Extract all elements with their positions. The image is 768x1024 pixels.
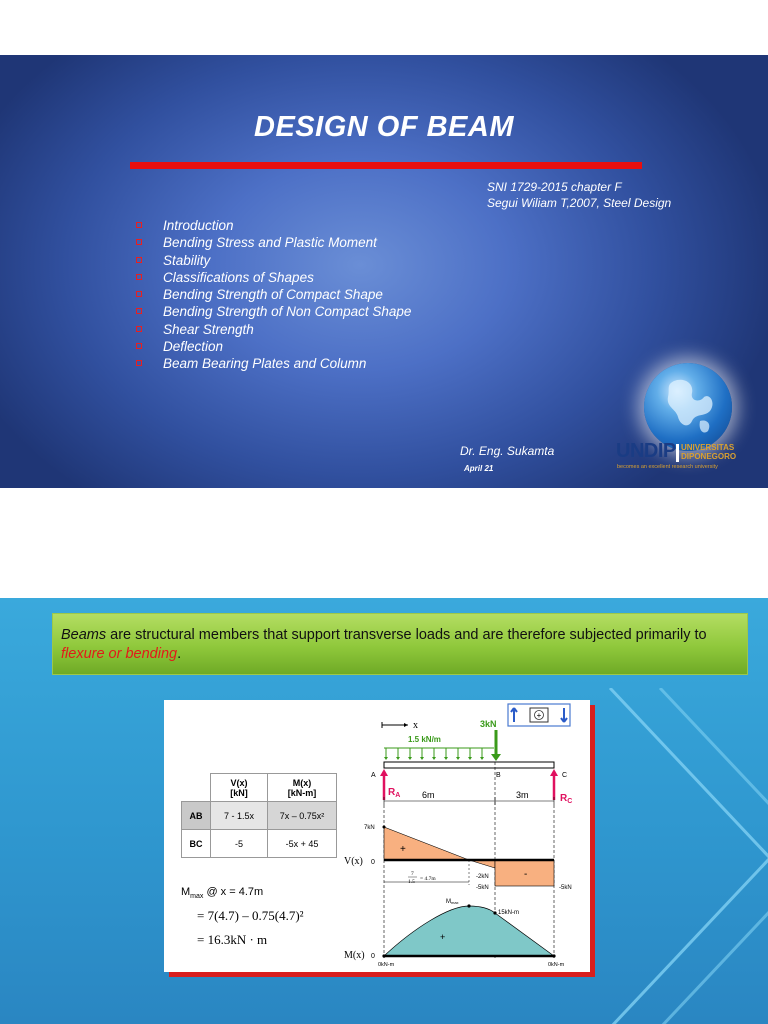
mmax-equation: = 7(4.7) – 0.75(4.7)² (197, 908, 304, 923)
fraction-denominator: 1.5 (408, 879, 415, 885)
shear-minus5kn-right-label: -5kN (559, 885, 572, 891)
topic-item: Classifications of Shapes (136, 269, 411, 286)
title-slide (0, 55, 768, 488)
point-load-label: 3kN (480, 719, 497, 729)
distributed-load-arrows (386, 748, 482, 758)
reference-1: SNI 1729-2015 chapter F (487, 180, 622, 194)
square-bullet-icon (136, 343, 142, 349)
definition-text: are structural members that support transverse loads and are therefore subjected primarily to (106, 627, 707, 643)
shear-zero-label: 0 (371, 859, 375, 866)
distributed-load-label: 1.5 kN/m (408, 735, 441, 744)
topic-list (136, 217, 411, 373)
square-bullet-icon (136, 360, 142, 366)
topic-item: Shear Strength (136, 321, 411, 338)
reference-2: Segui Wiliam T,2007, Steel Design (487, 196, 672, 210)
moment-0knm-left-label: 0kN-m (378, 962, 395, 968)
table-header-row (182, 774, 337, 802)
logo-divider (676, 444, 679, 462)
header-vx: V(x) [kN] (211, 774, 268, 802)
topic-item: Bending Stress and Plastic Moment (136, 234, 411, 251)
topic-item: Deflection (136, 338, 411, 355)
table-row: BC -5 -5x + 45 (182, 830, 337, 858)
table-row: AB 7 - 1.5x 7x – 0.75x² (182, 802, 337, 830)
square-bullet-icon (136, 308, 142, 314)
definition-box: Beams are structural members that support transverse loads and are therefore subjected primarily to flexure or bending. (52, 613, 748, 675)
moment-region (384, 906, 554, 956)
beam (384, 762, 554, 768)
shear-positive-region (384, 827, 469, 860)
shear-minus5kn-label: -5kN (476, 885, 489, 891)
undip-logo-text: UNDIP (616, 440, 676, 462)
point-a-label: A (371, 772, 376, 779)
span-2-label: 3m (516, 790, 529, 800)
logo-university-name: UNIVERSITAS DIPONEGORO (681, 443, 737, 461)
shear-plus-sign: + (400, 844, 406, 855)
slide-title: DESIGN OF BEAM (254, 111, 514, 143)
topic-item: Bending Strength of Non Compact Shape (136, 303, 411, 320)
moment-15knm-label: 15kN-m (498, 910, 520, 916)
highlight-flexure: flexure or bending (61, 645, 178, 662)
logo-tagline: becomes an excellent research university (617, 464, 718, 470)
x-axis-label: x (413, 720, 418, 731)
beam-diagram-figure (164, 700, 590, 972)
author-name: Dr. Eng. Sukamta (460, 444, 555, 458)
reaction-a-label: $R_A$ (388, 787, 401, 799)
moment-max-label: Mmax (446, 899, 459, 905)
span-1-label: 6m (422, 790, 435, 800)
header-mx: M(x) [kN-m] (268, 774, 337, 802)
shear-minus-sign: - (524, 869, 528, 880)
topic-item: Bending Strength of Compact Shape (136, 286, 411, 303)
slide-date: April 21 (464, 464, 494, 473)
square-bullet-icon (136, 326, 142, 332)
mmax-result: = 16.3kN · m (197, 932, 268, 947)
square-bullet-icon (136, 257, 142, 263)
term-beams: Beams (61, 627, 107, 643)
globe-icon (644, 363, 732, 451)
square-bullet-icon (136, 291, 142, 297)
moment-0knm-right-label: 0kN-m (548, 962, 565, 968)
content-slide (0, 598, 768, 1024)
moment-plus-sign: + (440, 932, 446, 942)
shear-axis-label: V(x) (344, 856, 363, 867)
topic-item: Introduction (136, 217, 411, 234)
fraction-result: = 4.7m (420, 876, 436, 882)
shear-7kn-label: 7kN (364, 825, 375, 831)
title-underline (130, 162, 642, 169)
fraction-numerator: 7 (411, 871, 414, 877)
moment-axis-label: M(x) (344, 950, 365, 961)
reaction-c-label: $R_C$ (560, 793, 573, 805)
shear-moment-table (181, 773, 337, 858)
point-c-label: C (562, 772, 568, 779)
topic-item: Stability (136, 252, 411, 269)
point-b-label: B (496, 772, 501, 779)
references (487, 179, 671, 211)
shear-minus2kn-label: -2kN (476, 874, 489, 880)
square-bullet-icon (136, 239, 142, 245)
mmax-statement: $M_{max}$ @ x = 4.7m (181, 886, 264, 901)
square-bullet-icon (136, 274, 142, 280)
topic-item: Beam Bearing Plates and Column (136, 355, 411, 372)
moment-zero-label: 0 (371, 953, 375, 960)
chevron-right-icon (640, 688, 768, 1024)
sign-plus: + (536, 711, 542, 720)
square-bullet-icon (136, 222, 142, 228)
